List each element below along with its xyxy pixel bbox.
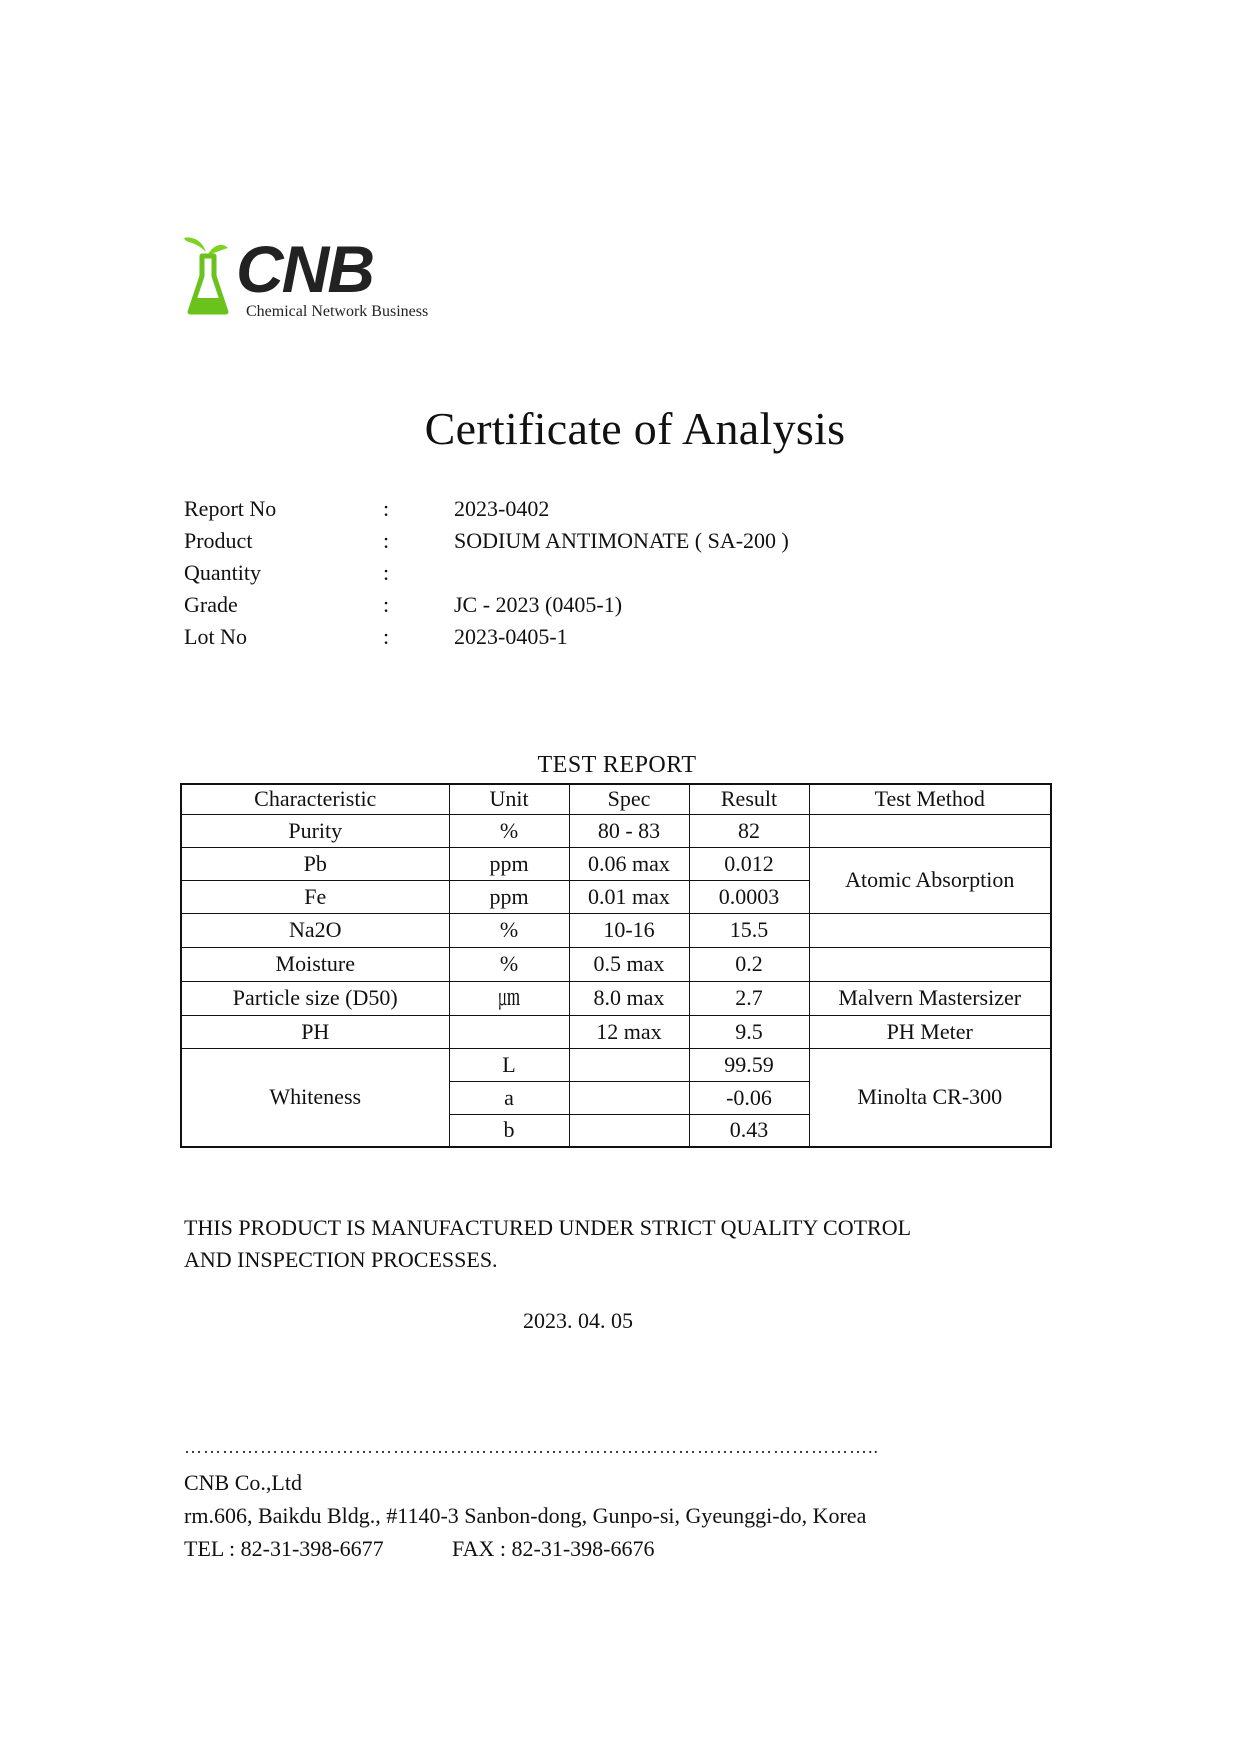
table-row [181, 1015, 1051, 1048]
issue-date: 2023. 04. 05 [523, 1308, 633, 1333]
quality-note-line: THIS PRODUCT IS MANUFACTURED UNDER STRICT QUALITY COTROL [184, 1215, 912, 1240]
result-cell: 0.0003 [689, 880, 809, 913]
characteristic-cell: Pb [181, 847, 449, 880]
method-cell [809, 947, 1051, 981]
quality-note-line: AND INSPECTION PROCESSES. [184, 1247, 498, 1272]
method-cell [809, 814, 1051, 847]
characteristic-cell: Na2O [181, 913, 449, 947]
unit-cell: L [449, 1048, 569, 1081]
column-header: Characteristic [181, 784, 449, 814]
characteristic-cell-whiteness: Whiteness [181, 1048, 449, 1147]
info-value: 2023-0402 [454, 496, 550, 521]
result-cell: -0.06 [689, 1081, 809, 1114]
spec-cell: 8.0 max [569, 981, 689, 1015]
spec-cell: 0.01 max [569, 880, 689, 913]
info-label: Quantity [184, 560, 261, 585]
table-row [181, 847, 1051, 880]
spec-cell: 10-16 [569, 913, 689, 947]
column-header: Test Method [809, 784, 1051, 814]
footer [184, 1466, 866, 1565]
result-cell: 2.7 [689, 981, 809, 1015]
info-value: 2023-0405-1 [454, 624, 568, 649]
leaf-right-icon [208, 245, 228, 254]
info-colon: : [383, 592, 390, 617]
spec-cell [569, 1114, 689, 1147]
contact-row [184, 1532, 866, 1565]
logo-wordmark: CNB [236, 232, 373, 306]
info-row-report-no [184, 493, 984, 525]
result-cell: 82 [689, 814, 809, 847]
result-cell: 0.012 [689, 847, 809, 880]
method-cell [809, 913, 1051, 947]
info-value: SODIUM ANTIMONATE ( SA-200 ) [454, 528, 789, 553]
info-row-lot-no [184, 621, 984, 653]
table-row [181, 981, 1051, 1015]
method-cell-atomic-absorption: Atomic Absorption [809, 847, 1051, 913]
spec-cell [569, 1081, 689, 1114]
unit-cell: % [449, 947, 569, 981]
flask-liquid-icon [192, 298, 224, 310]
column-header: Result [689, 784, 809, 814]
spec-cell: 0.06 max [569, 847, 689, 880]
leaf-left-icon [184, 238, 206, 252]
dotted-divider: ……………………………………………………………………………………………….. [184, 1437, 879, 1457]
fax: FAX : 82-31-398-6676 [452, 1536, 655, 1561]
info-row-product [184, 525, 984, 557]
result-cell: 99.59 [689, 1048, 809, 1081]
info-colon: : [383, 496, 390, 521]
method-cell: Malvern Mastersizer [809, 981, 1051, 1015]
info-colon: : [383, 624, 390, 649]
test-report-table [180, 783, 1052, 1148]
unit-cell: ㎛ [449, 981, 569, 1015]
company-name: CNB Co.,Ltd [184, 1470, 302, 1495]
unit-cell: % [449, 913, 569, 947]
spec-cell: 0.5 max [569, 947, 689, 981]
info-value: JC - 2023 (0405-1) [454, 592, 623, 617]
info-row-quantity [184, 557, 984, 589]
unit-cell [449, 1015, 569, 1048]
quality-note [184, 1212, 911, 1276]
info-colon: : [383, 528, 390, 553]
characteristic-cell: Purity [181, 814, 449, 847]
info-label: Product [184, 528, 253, 553]
spec-cell: 12 max [569, 1015, 689, 1048]
page-title: Certificate of Analysis [424, 403, 846, 454]
characteristic-cell: Moisture [181, 947, 449, 981]
unit-cell: ppm [449, 880, 569, 913]
cnb-logo-graphic [184, 232, 444, 327]
method-cell: PH Meter [809, 1015, 1051, 1048]
info-label: Report No [184, 496, 277, 521]
info-block [184, 493, 984, 653]
table-row [181, 1048, 1051, 1081]
logo-tagline: Chemical Network Business [246, 303, 429, 320]
result-cell: 0.43 [689, 1114, 809, 1147]
test-report-title: TEST REPORT [537, 752, 697, 778]
method-cell-minolta: Minolta CR-300 [809, 1048, 1051, 1147]
column-header: Spec [569, 784, 689, 814]
table-header-row [181, 784, 1051, 814]
spec-cell [569, 1048, 689, 1081]
result-cell: 15.5 [689, 913, 809, 947]
cnb-logo [184, 232, 444, 327]
characteristic-cell: Particle size (D50) [181, 981, 449, 1015]
info-row-grade [184, 589, 984, 621]
unit-cell: b [449, 1114, 569, 1147]
unit-cell: ppm [449, 847, 569, 880]
column-header: Unit [449, 784, 569, 814]
table-row [181, 913, 1051, 947]
info-colon: : [383, 560, 390, 585]
result-cell: 9.5 [689, 1015, 809, 1048]
company-address: rm.606, Baikdu Bldg., #1140-3 Sanbon-dong, Gunpo-si, Gyeunggi-do, Korea [184, 1503, 867, 1528]
unit-cell: a [449, 1081, 569, 1114]
telephone: TEL : 82-31-398-6677 [184, 1536, 384, 1561]
spec-cell: 80 - 83 [569, 814, 689, 847]
result-cell: 0.2 [689, 947, 809, 981]
unit-cell: % [449, 814, 569, 847]
info-label: Grade [184, 592, 238, 617]
table-row [181, 947, 1051, 981]
characteristic-cell: Fe [181, 880, 449, 913]
table-row [181, 814, 1051, 847]
info-label: Lot No [184, 624, 247, 649]
characteristic-cell: PH [181, 1015, 449, 1048]
